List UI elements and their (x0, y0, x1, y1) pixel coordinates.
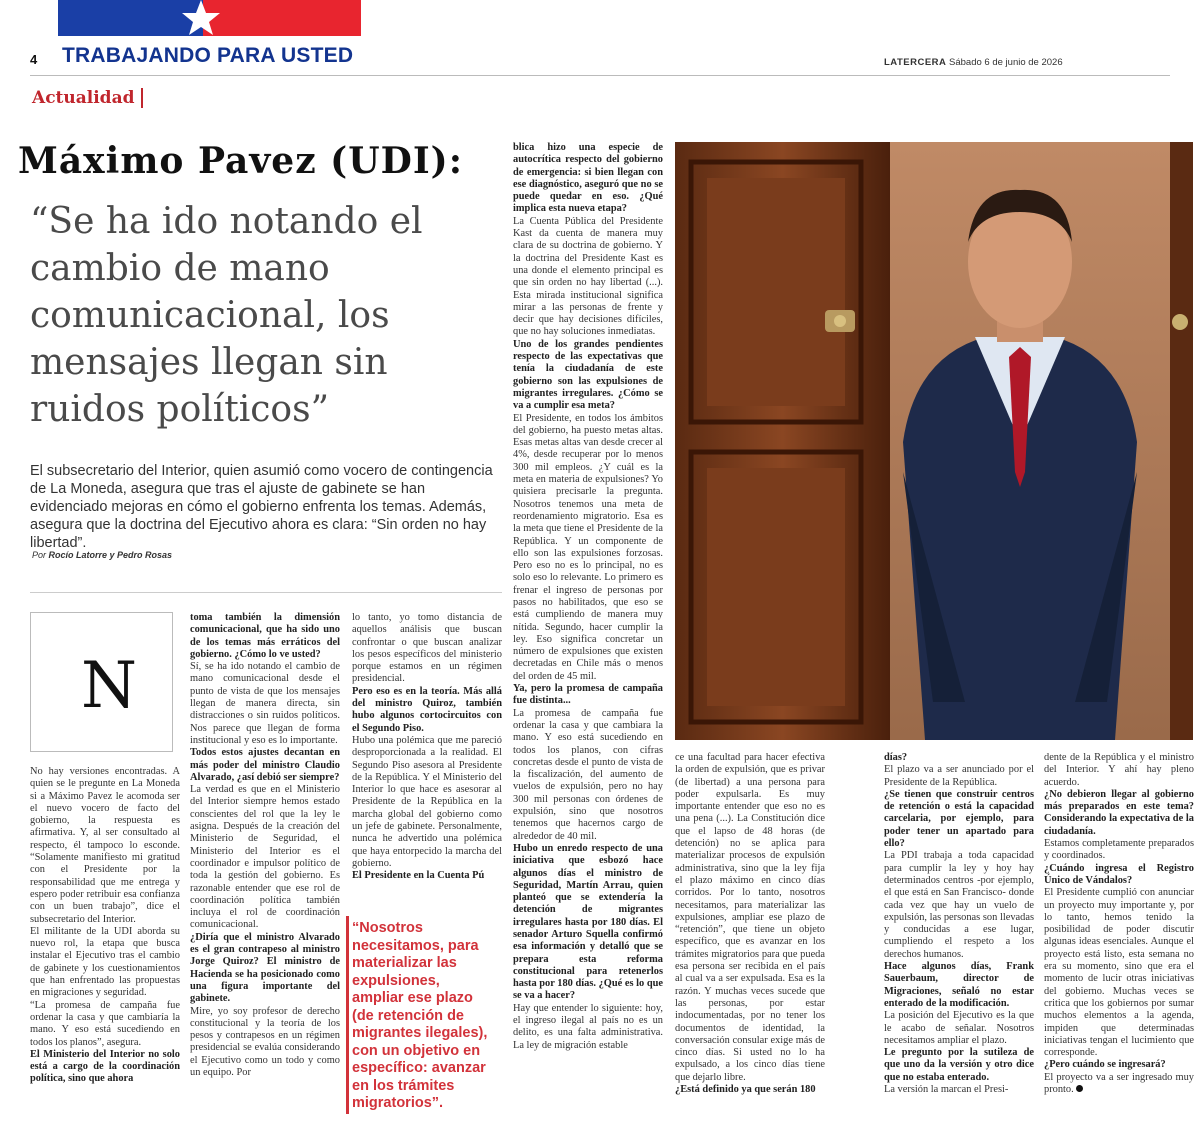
body-paragraph: “La promesa de campaña fue ordenar la casa y que cambiaría la mano. Y eso está sucediendo en todos los planos”, asegura. (30, 999, 180, 1048)
column-4 (513, 142, 663, 1052)
body-paragraph: La PDI trabaja a toda capacidad para cumplir la ley y hoy hay determinados centros -por ejemplo, el que está en San Francisco- donde cada vez que hay un vuelo de expulsión, las personas son llevadas y conducidas a ese lugar, cumpliendo el respeto a los derechos humanos. (884, 850, 1034, 960)
column-5 (675, 752, 825, 1096)
interview-question: toma también la dimensión comunicacional, que ha sido uno de los temas más erráticos del gobierno. ¿Cómo lo ve usted? (190, 612, 340, 660)
byline-authors: Rocío Latorre y Pedro Rosas (48, 550, 173, 560)
body-paragraph: Hubo una polémica que me pareció desproporcionada a la realidad. El Segundo Piso asesora al Presidente de la República. Y el Ministerio del Interior lo que hace es asesorar al Presidente de la República en la marcha global del gobierno como un jefe de gabinete. Personalmente, nunca he advertido una polémica que haya entorpecido la marcha del gobierno. (352, 734, 502, 869)
section-banner: TRABAJANDO PARA USTED (62, 44, 354, 67)
body-paragraph: Hay que entender lo siguiente: hoy, el ingreso ilegal al país no es un delito, es una falta administrativa. La ley de migración estable (513, 1002, 663, 1051)
drop-cap-letter: N (81, 649, 137, 723)
interview-question: días? (884, 752, 908, 763)
interview-question: ¿Cuándo ingresa el Registro Único de Vándalos? (1044, 862, 1194, 886)
body-paragraph: lo tanto, yo tomo distancia de aquellos análisis que buscan confrontar o que buscan analizar los pesos específicos del ministerio porque estamos en un régimen presidencial. (352, 612, 502, 685)
column-2 (190, 612, 340, 1079)
interview-question: ¿Se tienen que construir centros de retención o está la capacidad carcelaria, por ejemplo, para poder tener un apartado para ello? (884, 788, 1034, 850)
body-paragraph: Sí, se ha ido notando el cambio de mano comunicacional desde el punto de vista de que los mensajes llegan de manera directa, sin distracciones o sin ruidos políticos. Nos parece que llegan de forma institucional y eso es lo importante. (190, 661, 340, 746)
body-paragraph: dente de la República y el ministro del Interior. Y ahí hay pleno acuerdo. (1044, 752, 1194, 788)
interview-question: Uno de los grandes pendientes respecto de las expectativas que tenía la ciudadanía de este gobierno son las expulsiones de migrantes irregulares. ¿Cómo se va a cumplir esa meta? (513, 338, 663, 412)
column-3 (352, 612, 502, 883)
section-label: Actualidad (32, 88, 135, 108)
article-headline: “Se ha ido notando el cambio de mano comunicacional, los mensajes llegan sin ruidos políticos” (30, 201, 423, 430)
article-kicker: Máximo Pavez (UDI): (18, 140, 463, 182)
page-number: 4 (30, 52, 38, 67)
interview-question: Todos estos ajustes decantan en más poder del ministro Claudio Alvarado, ¿así debió ser siempre? (190, 747, 340, 783)
article-lede: El subsecretario del Interior, quien asumió como vocero de contingencia de La Moneda, asegura que tras el ajuste de gabinete se han evidenciado mejoras en cómo el gobierno enfrenta los temas. Además, asegura que la doctrina del Ejecutivo ahora es clara: “Sin orden no hay libertad”. (30, 463, 493, 551)
column-6 (884, 752, 1034, 1096)
body-paragraph: El plazo va a ser anunciado por el Presidente de la República. (884, 764, 1034, 788)
column-7 (1044, 752, 1194, 1096)
body-paragraph: El proyecto va a ser ingresado muy pronto. (1044, 1071, 1194, 1096)
interview-question: Pero eso es en la teoría. Más allá del ministro Quiroz, también hubo algunos cortocircuitos con el Segundo Piso. (352, 685, 502, 734)
lede-rule (30, 592, 502, 593)
issue-date: Sábado 6 de junio de 2026 (949, 57, 1063, 68)
body-paragraph: El Presidente, en todos los ámbitos del gobierno, ha puesto metas altas. Esas metas altas van desde crecer al 4%, desde recuperar por lo menos 300 mil empleos. ¿Y cuál es la meta en materia de expulsiones? Yo quisiera precisarle la pregunta. Nosotros tenemos una meta de reordenamiento migratorio. Esa es la meta que tiene el Presidente de la República. Y un componente de ello son las expulsiones forzosas. Pero eso no es lo principal, no es solo eso lo relevante. Lo primero es frenar el ingreso de personas por pasos no habilitados, que eso se está cumpliendo de manera muy nítida. Segundo, hacer cumplir la ley. Eso significa concretar un número de expulsiones que existen decretadas en Chile más o menos del orden de 45 mil. (513, 412, 663, 682)
body-paragraph: La versión la marcan el Presi- (884, 1084, 1009, 1096)
interview-question: Le pregunto por la sutileza de que uno da la versión y otro dice que no estaba enterado. (884, 1047, 1034, 1083)
body-paragraph: La Cuenta Pública del Presidente Kast da cuenta de manera muy clara de su doctrina de gobierno. Y la doctrina del Presidente Kast es una donde el elemento principal es que sin orden no hay libertad (...). Esta mirada institucional significa mirar a las personas de frente y decir que hay decisiones difíciles, que no hay soluciones inmediatas. (513, 215, 663, 338)
header-rule (30, 75, 1170, 76)
article-byline (32, 550, 172, 560)
interview-question: ¿Diría que el ministro Alvarado es el gran contrapeso al ministro Jorge Quiroz? El ministro de Hacienda se ha posicionado como una figura importante del gabinete. (190, 931, 340, 1005)
end-mark-icon (1076, 1085, 1083, 1092)
body-paragraph: ce una facultad para hacer efectiva la orden de expulsión, que es privar (de libertad) a una persona para poder expulsarla. Es muy importante entender que eso no es una pena (...). La Constitución dice que el lapso de 48 horas (de detención) no se aplica para materializar procesos de expulsión administrativa, sino que la ley fija el plazo máximo en cinco días corridos. Por lo tanto, nosotros necesitamos, para materializar las expulsiones, ampliar ese plazo de “retención”, que tiene un objeto específico, que es avanzar en los trámites migratorios para que pueda esa persona ser recibida en el país al cual va a ser expulsada. Esa es la razón. Y muchas veces sucede que las personas, por estar indocumentadas, por no tener los documentos de identidad, la conversación consular exige más de cinco días. Si usted no lo ha expulsado, a los cinco días tiene que dejarlo libre. (675, 752, 825, 1083)
drop-cap-box (30, 612, 173, 752)
interview-question: ¿No debieron llegar al gobierno más preparados en este tema? Considerando la expectativa de la ciudadanía. (1044, 788, 1194, 837)
section-divider (141, 88, 143, 108)
interview-question: El Presidente en la Cuenta Pú (352, 870, 485, 882)
column-1 (30, 766, 180, 1086)
star-icon (173, 0, 229, 38)
body-paragraph: No hay versiones encontradas. A quien se le pregunte en La Moneda si a Máximo Pavez le acomoda ser el nuevo vocero de facto del gobierno, la respuesta es afirmativa. Y, al ser consultado al respecto, él tampoco lo esconde. “Solamente manifiesto mi gratitud con el Presidente por la responsabilidad que me entrega y espero poder retribuir esa confianza con un buen trabajo”, dice el subsecretario del Interior. (30, 766, 180, 925)
body-paragraph: El militante de la UDI aborda su nuevo rol, la etapa que busca instalar el Ejecutivo tras el cambio de gabinete y los cuestionamientos que han enfrentado las propuestas en migraciones y seguridad. (30, 925, 180, 999)
interview-question: Hubo un enredo respecto de una iniciativa que esbozó hace algunos días el ministro de Seguridad, Martín Arrau, quien planteó que se extendería la detención de migrantes irregulares hasta por 180 días. El senador Arturo Squella confirmó esa información y detalló que se prepara esta reforma constitucional para retenerlos hasta por 180 días. ¿Qué es lo que se va a hacer? (513, 842, 663, 1002)
pull-quote: “Nosotros necesitamos, para materializar las expulsiones, ampliar ese plazo (de retención de migrantes ilegales), con un objetivo en específico: avanzar en los trámites migratorios”. (352, 920, 488, 1111)
body-paragraph: Estamos completamente preparados y coordinados. (1044, 838, 1194, 862)
chile-flag-banner (58, 0, 361, 36)
portrait-photo (675, 142, 1193, 740)
body-paragraph: La promesa de campaña fue ordenar la casa y que cambiara la mano. Y eso está sucediendo en todos los planos, con cifras concretas desde el punto de vista de la fiscalización, del aumento de vuelos de expulsión, pero no hay 300 mil personas con órdenes de expulsión, sino que nosotros tenemos que hacernos cargo de alrededor de 40 mil. (513, 707, 663, 842)
interview-question: Hace algunos días, Frank Sauerbaum, director de Migraciones, señaló no estar enterado de la modificación. (884, 961, 1034, 1009)
masthead (884, 57, 1063, 68)
pullquote-bar (346, 916, 349, 1114)
interview-question: El Ministerio del Interior no solo está a cargo de la coordinación política, sino que ahora (30, 1048, 180, 1085)
interview-question: Ya, pero la promesa de campaña fue distinta... (513, 683, 663, 707)
body-paragraph: El Presidente cumplió con anunciar un proyecto muy importante y, por lo tanto, hemos tenido la posibilidad de poder discutir algunas ideas esenciales. Aunque el proyecto está listo, esta semana no era su momento, sino que era el momento de lucir otras iniciativas del gobierno. Muchas veces se critica que los gobiernos por sumar muchos elementos a la agenda, impiden que determinadas iniciativas tengan el lucimiento que corresponde. (1044, 887, 1194, 1059)
body-paragraph: La verdad es que en el Ministerio del Interior siempre hemos estado conscientes del rol que la ley le asigna. Después de la creación del Ministerio de Seguridad, el Ministerio del Interior es el coordinador e impulsor político de toda la gestión del gobierno. Es razonable entender que ese rol de coordinación política también incluya el rol de coordinación comunicacional. (190, 784, 340, 931)
interview-question: blica hizo una especie de autocrítica respecto del gobierno de emergencia: si bien llegan con ese diagnóstico, aseguró que no se puede quedar en eso. ¿Qué implica esta nueva etapa? (513, 142, 663, 215)
body-paragraph: Mire, yo soy profesor de derecho constitucional y la teoría de los pesos y contrapesos en un régimen presidencial se evalúa considerando el Ejecutivo como un todo y como un equipo. Por (190, 1005, 340, 1078)
body-paragraph: La posición del Ejecutivo es la que le acabo de señalar. Nosotros necesitamos ampliar el plazo. (884, 1010, 1034, 1046)
interview-question: ¿Pero cuándo se ingresará? (1044, 1059, 1166, 1071)
paper-name: LATERCERA (884, 57, 947, 68)
interview-question: ¿Está definido ya que serán 180 (675, 1084, 816, 1096)
byline-prefix: Por (32, 550, 47, 560)
